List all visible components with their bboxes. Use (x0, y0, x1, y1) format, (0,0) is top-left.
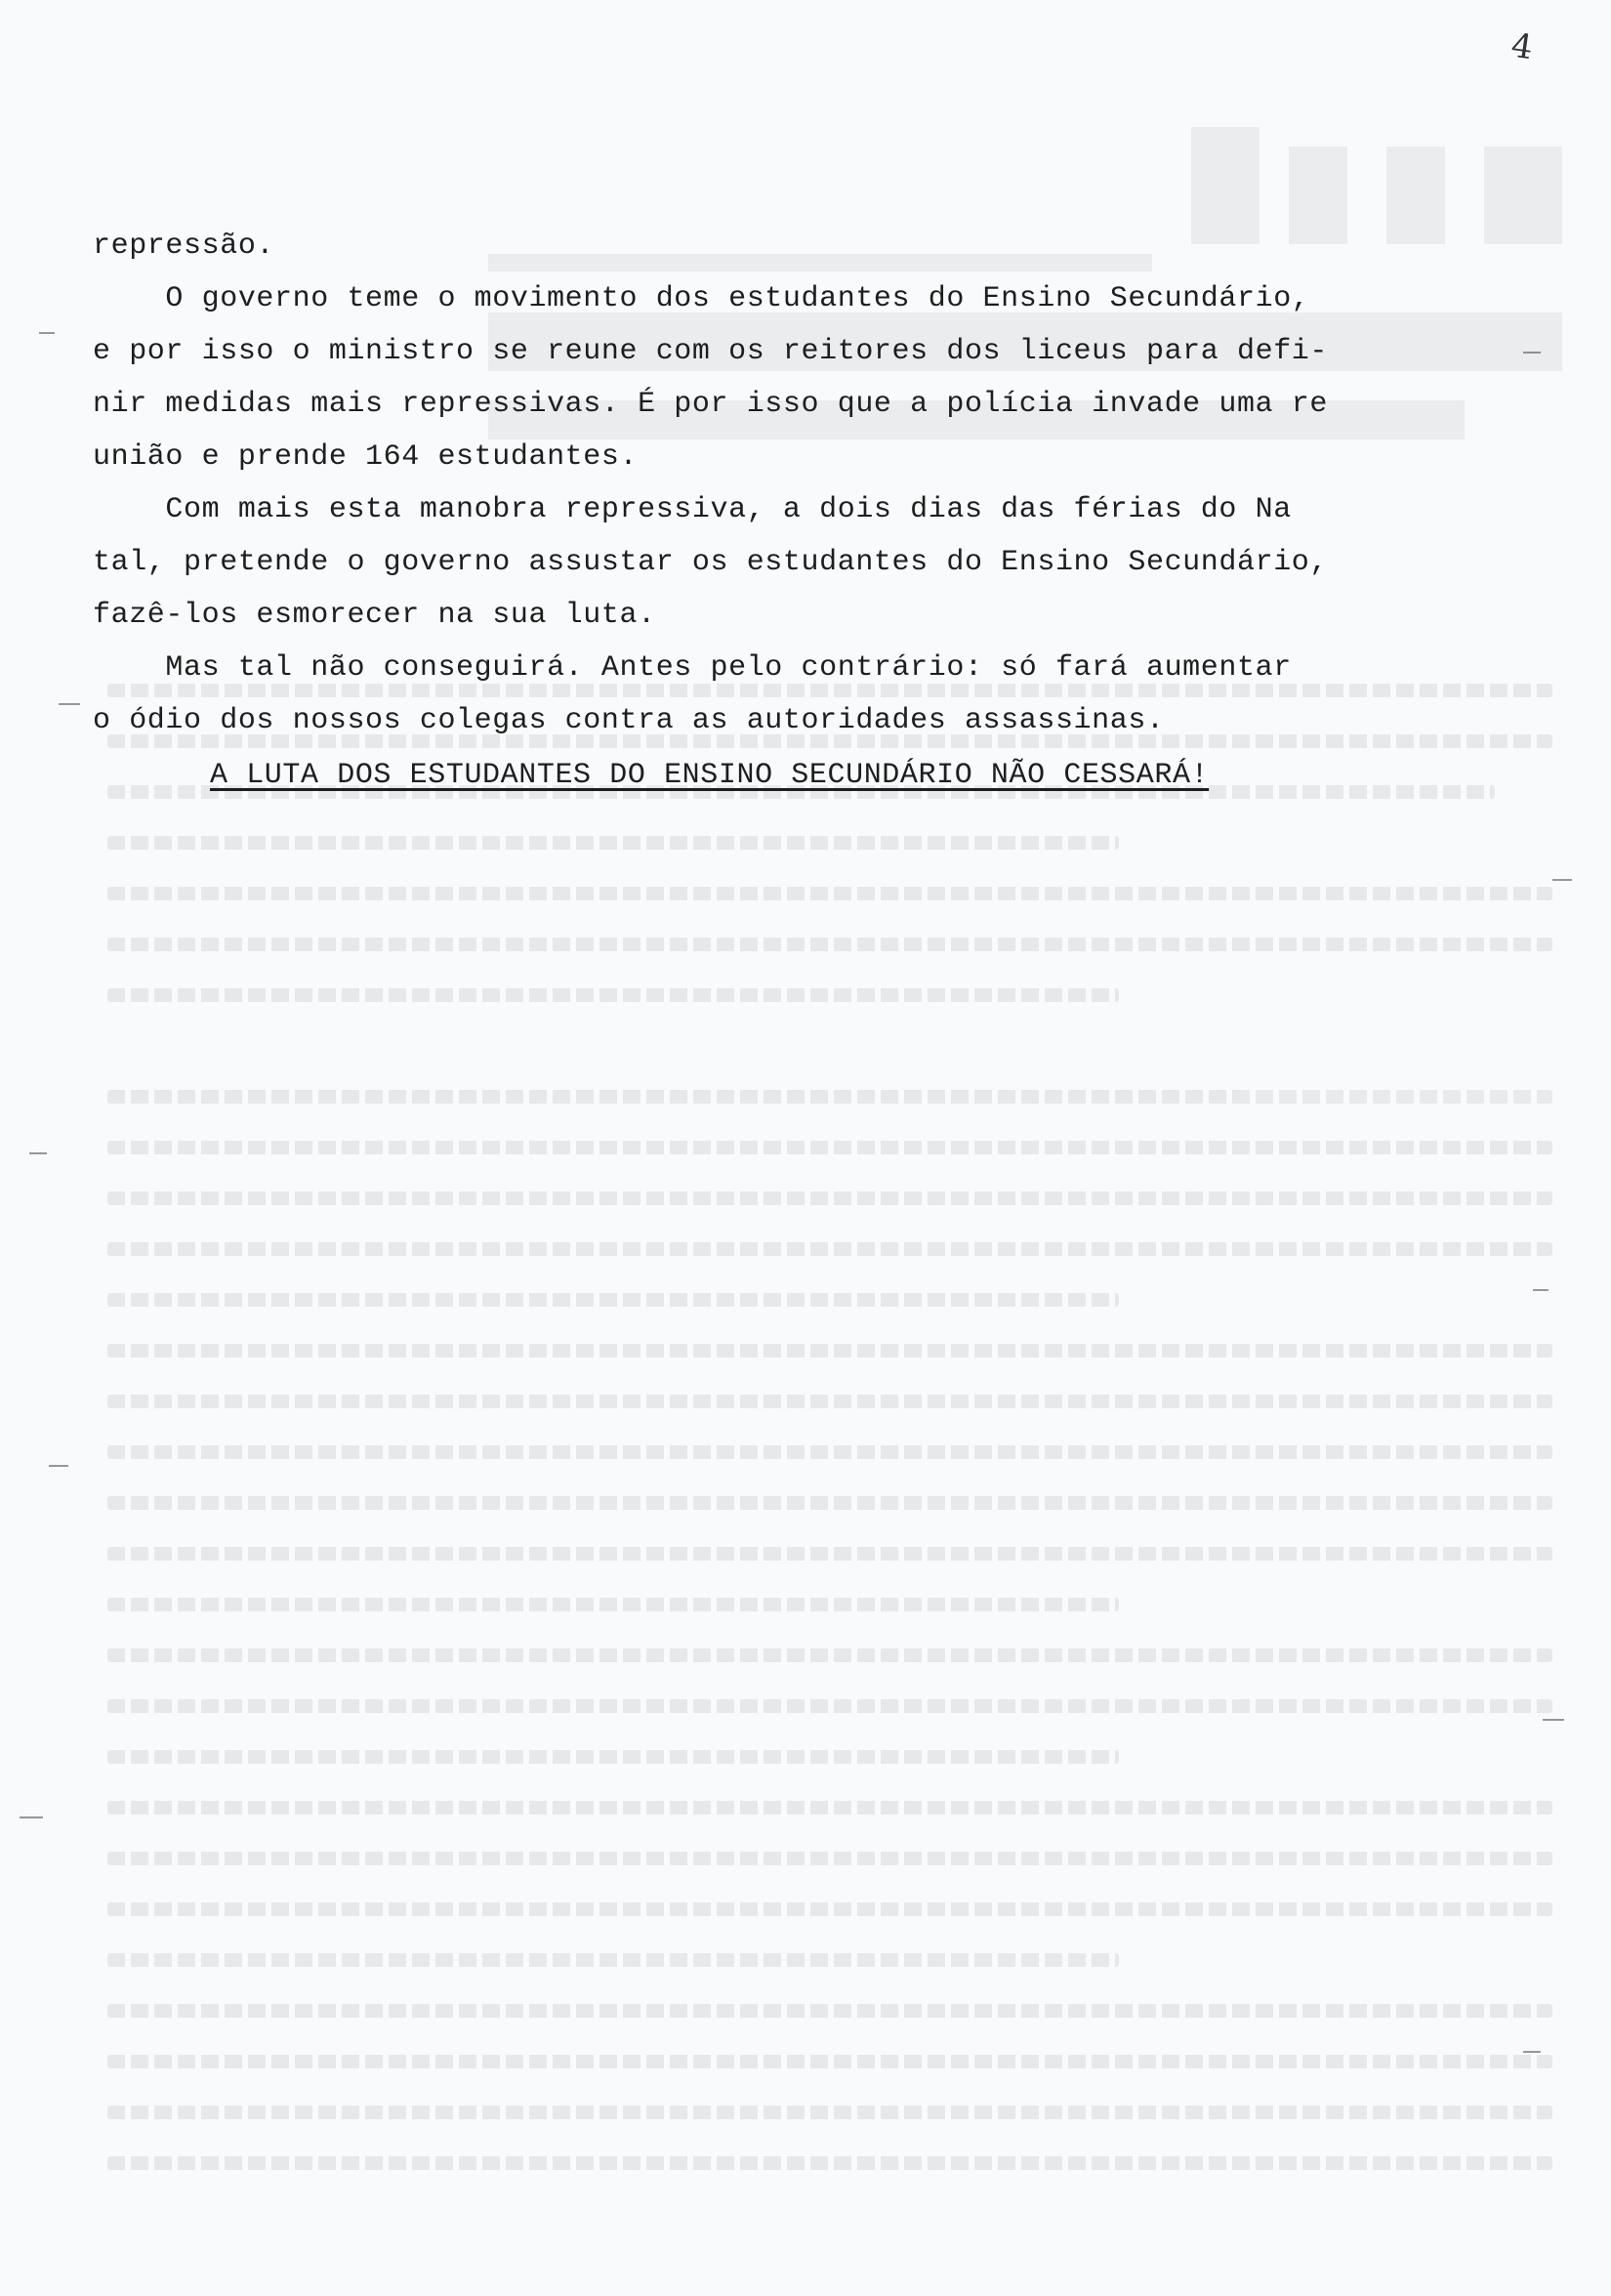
text-line: repressão. (93, 230, 275, 263)
text-line: O governo teme o movimento dos estudantes do Ensino Secundário, (93, 282, 1310, 315)
corner-page-mark: 4 (1508, 25, 1536, 68)
text-line: e por isso o ministro se reune com os reitores dos liceus para defi- (93, 335, 1328, 368)
text-line: o ódio dos nossos colegas contra as autoridades assassinas. (93, 704, 1165, 737)
text-line: nir medidas mais repressivas. É por isso que a polícia invade uma re (93, 388, 1328, 421)
closing-slogan-line (93, 749, 1450, 802)
closing-slogan: A LUTA DOS ESTUDANTES DO ENSINO SECUNDÁRIO NÃO CESSARÁ! (210, 759, 1210, 792)
text-line: união e prende 164 estudantes. (93, 440, 639, 474)
text-line: tal, pretende o governo assustar os estudantes do Ensino Secundário, (93, 546, 1328, 579)
text-line: fazê-los esmorecer na sua luta. (93, 599, 656, 632)
text-line: Mas tal não conseguirá. Antes pelo contrário: só fará aumentar (93, 651, 1292, 685)
show-through-verso-lines (107, 684, 1552, 2207)
typed-text-block (93, 220, 1450, 802)
text-line: Com mais esta manobra repressiva, a dois dias das férias do Na (93, 493, 1292, 526)
